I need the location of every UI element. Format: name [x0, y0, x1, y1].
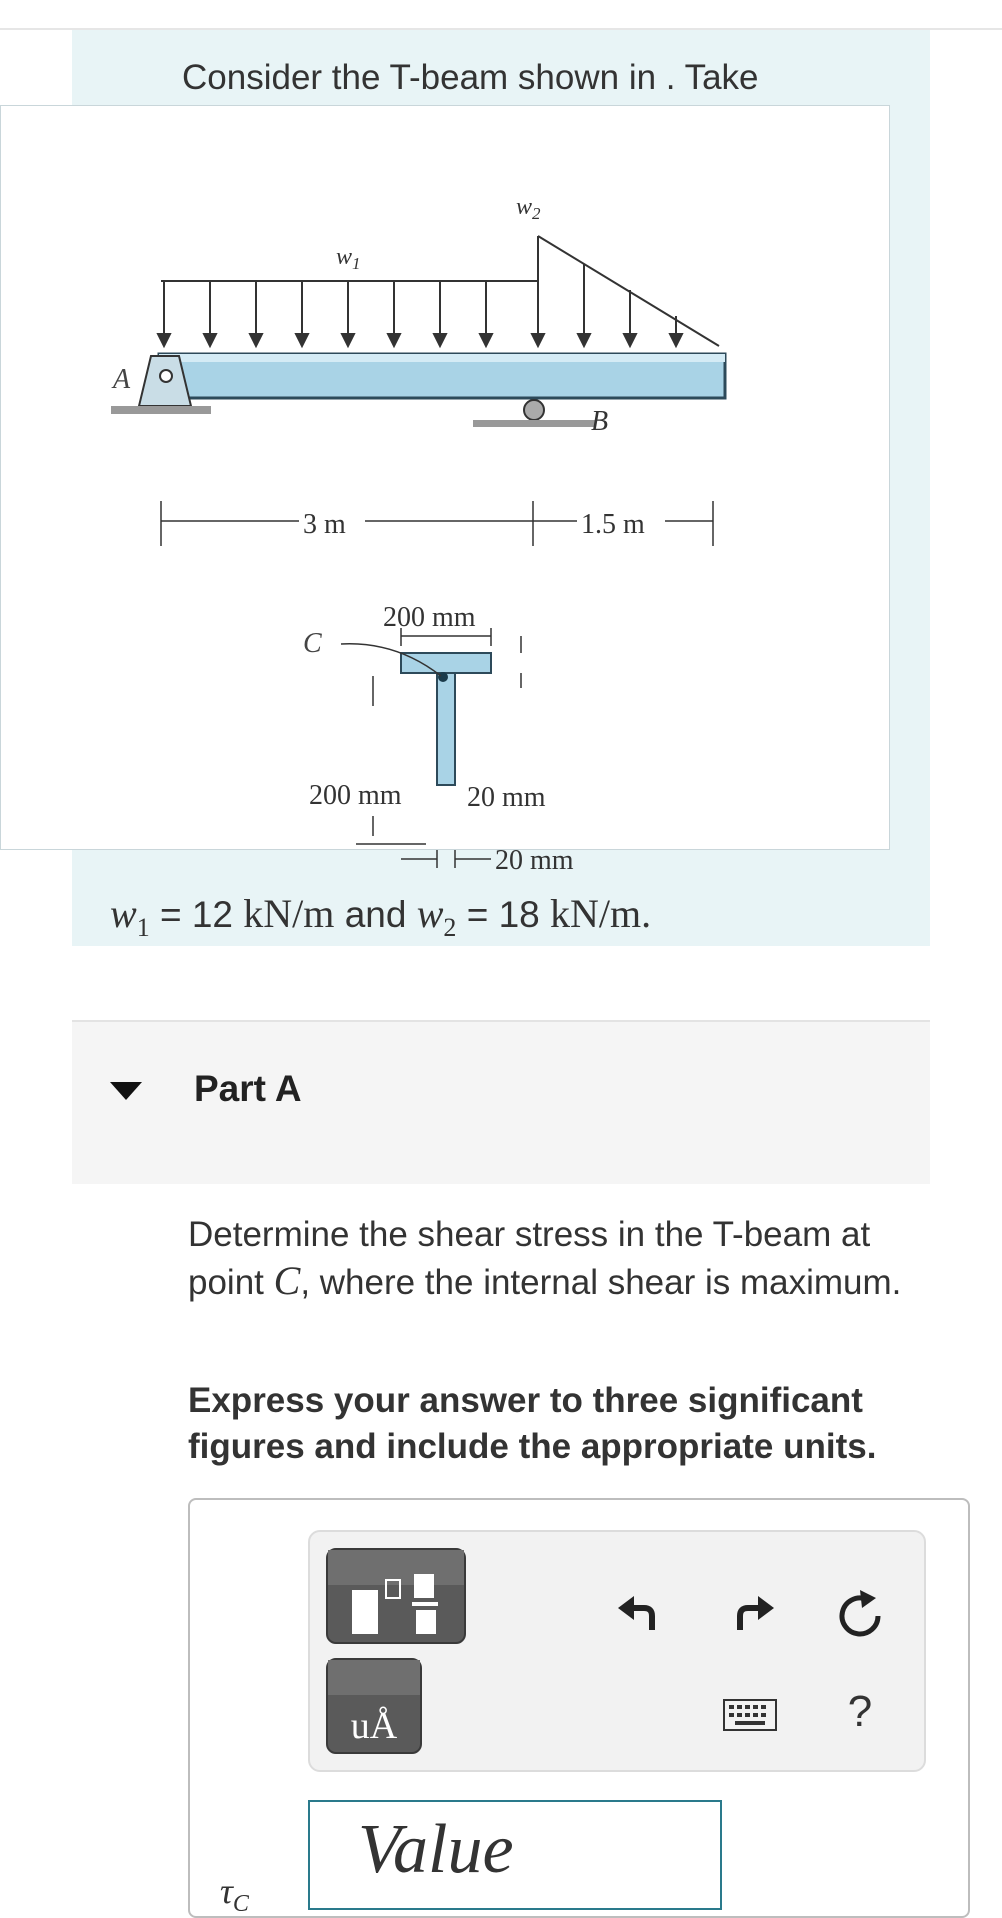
answer-instruction: Express your answer to three significant figures and include the appropriate units.: [188, 1381, 877, 1466]
support-b-label: B: [591, 406, 609, 437]
web-thickness-label: 20 mm: [495, 845, 574, 876]
w2-label: $w_2$: [516, 194, 541, 223]
math-toolbar: [308, 1530, 926, 1772]
distributed-load-arrows: [158, 236, 682, 346]
given-connector: and: [344, 894, 407, 935]
w1-value: 12: [191, 894, 234, 935]
w2-units: kN/m.: [550, 891, 652, 936]
units-icon: uÅ: [350, 1705, 398, 1747]
w1-units: kN/m: [243, 891, 335, 936]
question-pre: Determine the shear stress in the T-beam at point: [188, 1215, 871, 1302]
web-height-label: 200 mm: [309, 780, 402, 811]
beam-diagram: [1, 106, 891, 876]
support-a-label: A: [113, 364, 131, 395]
undo-icon[interactable]: [610, 1586, 670, 1646]
redo-icon[interactable]: [722, 1586, 782, 1646]
templates-button[interactable]: [326, 1548, 466, 1644]
w1-label: $w_1$: [336, 244, 361, 273]
part-title: Part A: [194, 1068, 302, 1109]
roller-support-b: [524, 400, 544, 420]
question-text: [188, 1212, 928, 1306]
problem-statement: [72, 30, 930, 946]
w2-symbol: $w_2$: [416, 891, 457, 942]
overhang-dimension: 1.5 m: [581, 509, 645, 540]
w1-equals: =: [159, 894, 182, 935]
w2-equals: =: [466, 894, 489, 935]
question-post: , where the internal shear is maximum.: [300, 1263, 902, 1302]
variable-label: $\tau_C$: [220, 1871, 249, 1918]
units-button[interactable]: [326, 1658, 422, 1754]
help-icon[interactable]: ?: [847, 1687, 873, 1736]
t-section-web: [437, 673, 455, 785]
span-ab-dimension: 3 m: [303, 509, 346, 540]
problem-intro: Consider the T-beam shown in . Take: [182, 58, 759, 97]
flange-width-label: 200 mm: [383, 602, 476, 633]
flange-thickness-label: 20 mm: [467, 782, 546, 813]
problem-figure: [0, 105, 890, 876]
caret-down-icon[interactable]: [110, 1082, 142, 1100]
value-input[interactable]: Value: [308, 1800, 722, 1910]
t-section-flange: [401, 653, 491, 673]
w1-symbol: $w_1$: [110, 891, 150, 942]
part-a-header[interactable]: [72, 1020, 930, 1184]
reset-icon[interactable]: [830, 1586, 890, 1646]
templates-icon: [328, 1550, 468, 1646]
question-point: C: [273, 1258, 301, 1303]
keyboard-icon[interactable]: [722, 1696, 778, 1736]
given-loads: [110, 890, 651, 943]
point-c-label: C: [303, 628, 322, 659]
w2-value: 18: [498, 894, 540, 935]
